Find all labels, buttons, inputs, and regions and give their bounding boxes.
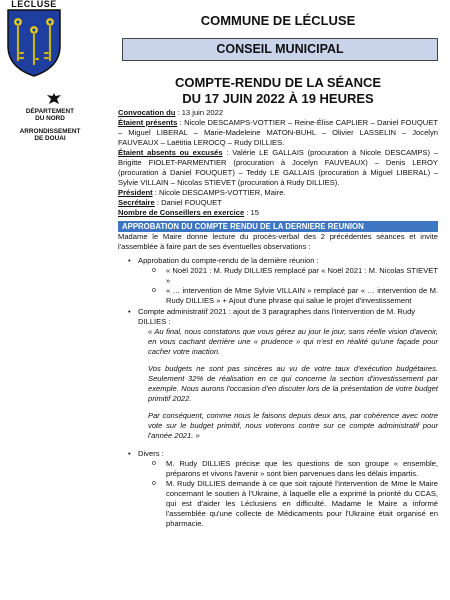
secretaire-label: Secrétaire — [118, 198, 155, 207]
department-line: DÉPARTEMENT — [25, 108, 75, 115]
eagle-icon — [46, 92, 62, 106]
sub-list-item: o « Noël 2021 : M. Rudy DILLIES remplacé par « Noël 2021 : M. Nicolas STIEVET » — [152, 266, 438, 286]
nombre-value: : 15 — [244, 208, 259, 217]
list-item — [128, 307, 438, 441]
absents-value: : Valérie LE GALLAIS (procuration à Nicole DESCAMPS) – Brigitte FIOLET-PARMENTIER (procuration à Jocelyn FAUVEAUX) – Denis LEROY (procuration à Daniel FOUQUET) – Teddy LE GALLAIS (procuration à Miguel LIBERAL) – Sylvie VILLAIN – Nicolas STIEVET (procuration à Rudy DILLIES). — [118, 148, 438, 187]
department-block — [6, 108, 94, 143]
nombre-label: Nombre de Conseillers en exercice — [118, 208, 245, 217]
list-item — [128, 256, 438, 306]
sub-list — [138, 459, 438, 529]
shield-with-keys-icon — [6, 8, 62, 78]
title-line: COMPTE-RENDU DE LA SÉANCE — [174, 75, 382, 90]
list-item — [128, 449, 438, 529]
compte-rendu-title — [118, 75, 438, 107]
president-label: Président — [118, 188, 153, 197]
convocation-line — [118, 108, 438, 118]
title-line: DU 17 JUIN 2022 À 19 HEURES — [182, 91, 374, 106]
department-line: DU NORD — [35, 115, 65, 123]
arrondissement-line: DE DOUAI — [34, 135, 66, 143]
section-heading: APPROBATION DU COMPTE RENDU DE LA DERNIERE REUNION — [118, 221, 438, 232]
section-intro: Madame le Maire donne lecture du procès-verbal des 2 précédentes séances et invite l'assemblée à faire part de ses éventuelles observations : — [118, 232, 438, 251]
nombre-line — [118, 208, 438, 218]
absents-label: Étaient absents ou excusés — [118, 148, 223, 157]
presents-label: Étaient présents — [118, 118, 178, 127]
quote-paragraph: Par conséquent, comme nous le faisons depuis deux ans, par cohérence avec notre vote sur le budget primitif, nous voterons contre sur ce compte administratif pour l'année 2021. » — [148, 411, 438, 440]
document-body — [118, 108, 438, 530]
presents-paragraph — [118, 118, 438, 148]
president-value: : Nicole DESCAMPS-VOTTIER, Maire. — [152, 188, 286, 197]
conseil-municipal-banner: CONSEIL MUNICIPAL — [122, 38, 438, 61]
secretaire-line — [118, 198, 438, 208]
secretaire-value: : Daniel FOUQUET — [154, 198, 222, 207]
convocation-label: Convocation du — [118, 108, 176, 117]
arrondissement-line: ARRONDISSEMENT — [19, 127, 81, 135]
list-item-text: Compte administratif 2021 : ajout de 3 paragraphes dans l'intervention de M. Rudy DILLIES : — [138, 307, 416, 326]
presents-value: : Nicole DESCAMPS-VOTTIER – Reine-Élise CAPLIER – Daniel FOUQUET – Miguel LIBERAL – Marie-Madeleine MATON-BUHL – Olivier LASSELIN – Jocelyn FAUVEAUX – Laëtitia LEROCQ – Rudy DILLIES. — [118, 118, 438, 147]
president-line — [118, 188, 438, 198]
sub-list-item: o M. Rudy DILLIES demande à ce que soit rajouté l'intervention de Mme le Maire concernant le soutien à l'Ukraine, à laquelle elle a exprimé la priorité du CCAS, qui est d'aider les Léclusiens en difficulté. Madame le Maire a informé l'assemblée qu'une collecte de Médicaments pour l'Ukraine était organisé en pharmacie. — [152, 479, 438, 529]
document-header — [118, 10, 438, 107]
list-item-text: Divers : — [138, 449, 164, 458]
sub-list — [138, 266, 438, 306]
absents-paragraph — [118, 148, 438, 188]
quote-paragraph: Vos budgets ne sont pas sincères au vu de votre taux d'exécution budgétaires. Seulement 32% de réalisation en ce qui concerne la section d'investissement par exemple. Nous aurons l'occasion d'en discuter lors de la présentation de votre budget primitif 2022. — [148, 364, 438, 403]
convocation-value: : 13 juin 2022 — [175, 108, 224, 117]
sub-list-item: o M. Rudy DILLIES précise que les questions de son groupe « ensemble, préparons et vivons l'avenir » sont bien parvenues dans les délais impartis. — [152, 459, 438, 479]
crest-town-name: LÉCLUSE — [11, 0, 57, 8]
list-item-text: Approbation du compte-rendu de la dernière réunion : — [138, 256, 319, 265]
commune-title: COMMUNE DE LÉCLUSE — [200, 13, 356, 28]
sub-list-item: o « … intervention de Mme Sylvie VILLAIN » remplacé par « … intervention de M. Rudy DILLIES » + Ajout d'une phrase qui salue le projet d'investissement — [152, 286, 438, 306]
section-list — [118, 256, 438, 529]
quote-paragraph: « Au final, nous constatons que vous gérez au jour le jour, sans réelle vision d'avenir, en vous cachant derrière une « prudence » qui n'est en réalité qu'une façade pour cacher votre inaction. — [148, 327, 438, 356]
